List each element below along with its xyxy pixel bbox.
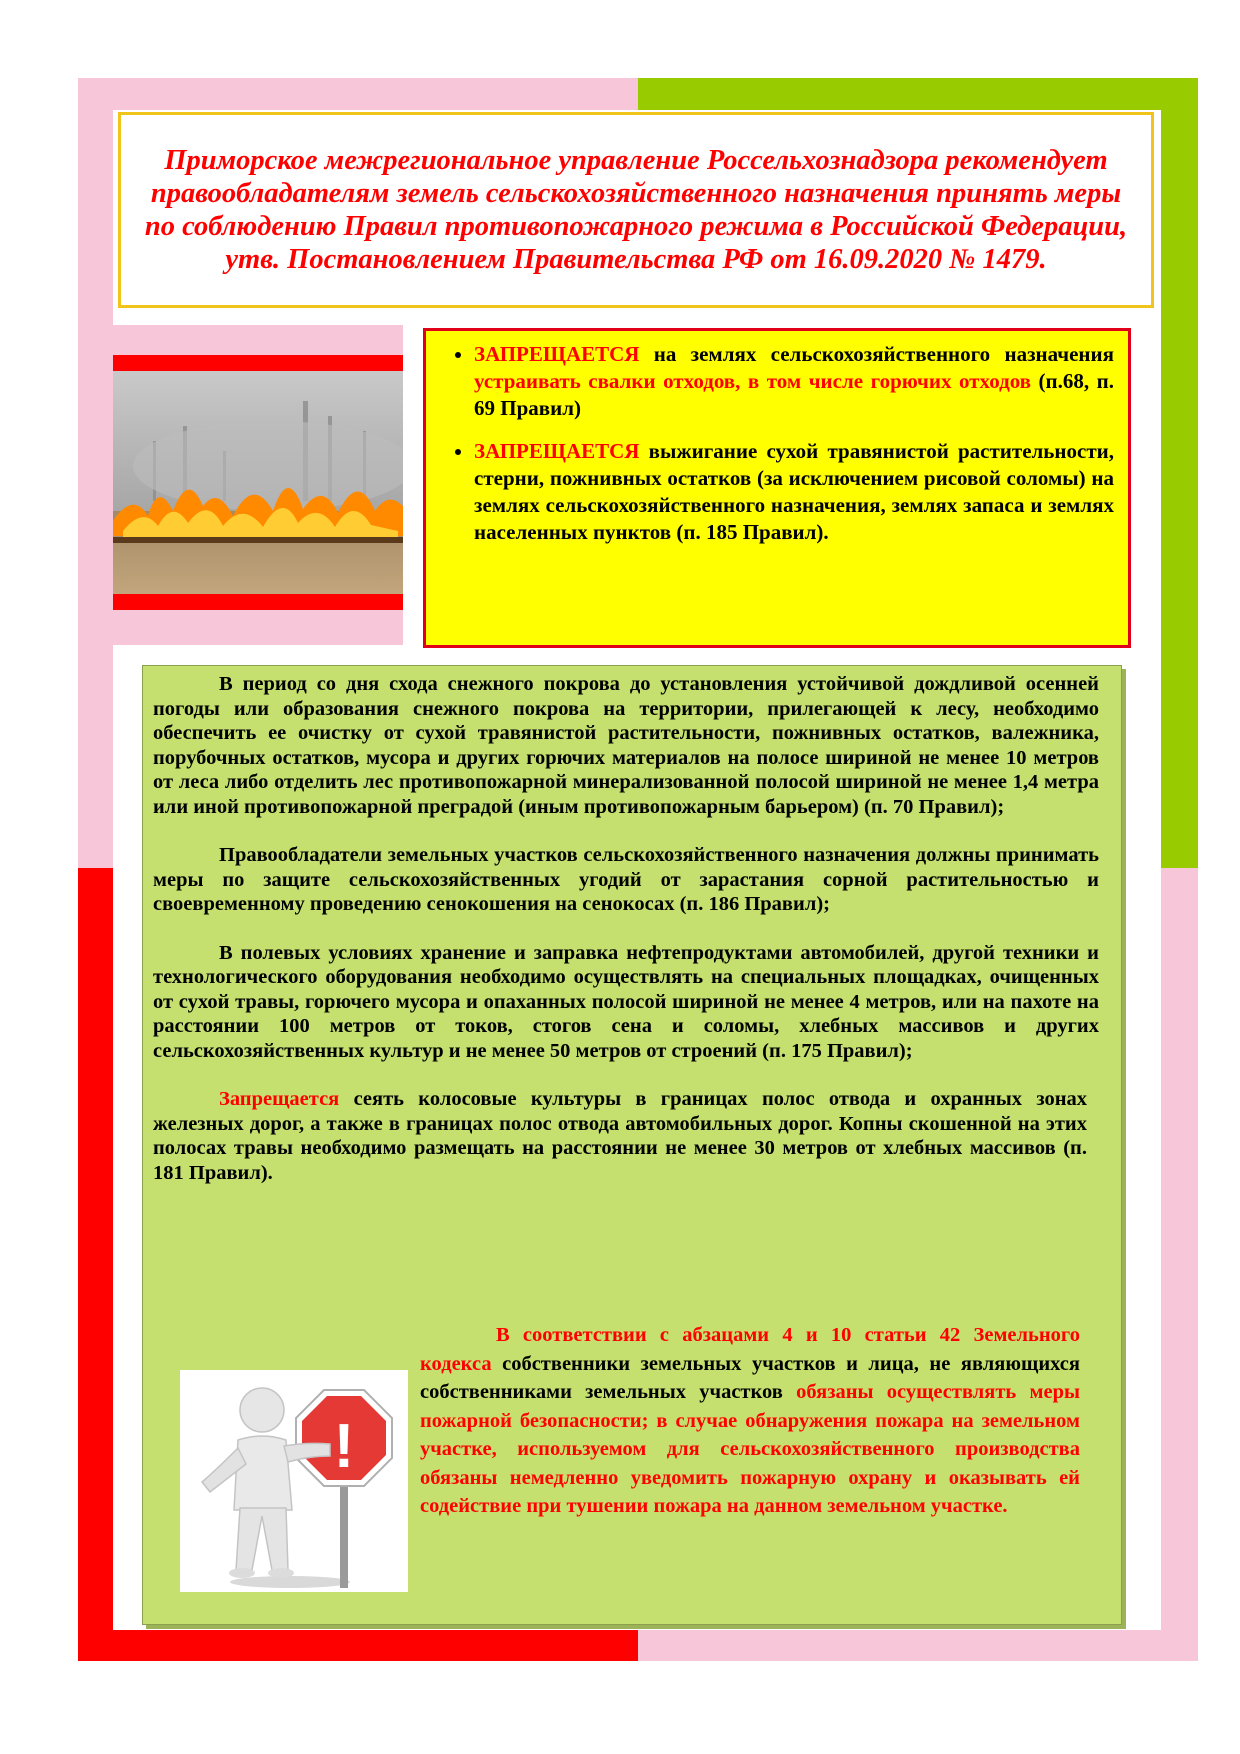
prohibition-word: ЗАПРЕЩАЕТСЯ: [474, 439, 640, 463]
paragraph-text: сеять колосовые культуры в границах полос отвода и охранных зонах железных дорог, а также в границах полос отвода автомобильных дорог. Копны скошенной на этих полосах травы необходимо размещать на расстоянии не менее 30 метров от хлебных массивов (п. 181 Правил).: [153, 1088, 1087, 1184]
prohibition-text: выжигание сухой травянистой растительности, стерни, пожнивных остатков (за исключением рисовой соломы) на землях сельскохозяйственного назначения, землях запаса и землях населенных пунктов (п. 185 Правил).: [474, 439, 1114, 544]
paragraph-forest-clearing: В период со дня схода снежного покрова до установления устойчивой дождливой осенней погоды или образования снежного покрова на территории, прилегающей к лесу, необходимо обеспечить ее очистку от сухой травянистой растительности, пожнивных остатков, валежника, порубочных остатков, мусора и других горючих материалов на полосе шириной не менее 10 метров от леса либо отделить лес противопожарной минерализованной полосой шириной не менее 1,4 метра или иной противопожарной преградой (иным противопожарным барьером) (п. 70 Правил);: [153, 673, 1099, 818]
prohibition-item-burning: [474, 438, 1114, 546]
prohibitions-box: [423, 328, 1131, 648]
prohibition-highlight: устраивать свалки отходов, в том числе горючих отходов: [474, 369, 1032, 393]
prohibitions-list: [436, 341, 1114, 546]
photo-top-red-bar: [113, 355, 403, 371]
figure-with-stop-sign-icon: [180, 1370, 408, 1592]
exclamation-text: !: [333, 1412, 355, 1481]
prohibition-reference: (п.68, п. 69 Правил): [474, 369, 1114, 420]
land-code-text: [420, 1321, 1080, 1521]
photo-bottom-red-bar: [113, 594, 403, 610]
prohibition-text: на землях сельскохозяйственного назначения: [639, 342, 1114, 366]
prohibition-item-dumps: [474, 341, 1114, 422]
prohibition-word: ЗАПРЕЩАЕТСЯ: [474, 342, 640, 366]
fire-illustration: [113, 371, 403, 594]
prohibition-word: Запрещается: [219, 1088, 340, 1110]
paragraph-overgrowth: Правообладатели земельных участков сельскохозяйственного назначения должны принимать меры по защите сельскохозяйственных угодий от зарастания сорной растительностью и своевременному проведению сенокошения на сенокосах (п. 186 Правил);: [153, 844, 1099, 915]
land-code-owners: собственники земельных участков и лица, не являющихся собственниками земельных участков: [420, 1352, 1080, 1403]
header-text: Приморское межрегиональное управление Россельхознадзора рекомендует правообладателям земель сельскохозяйственного назначения принять меры по соблюдению Правил противопожарного режима в Российской Федерации, утв. Постановлением Правительства РФ от 16.09.2020 № 1479.: [144, 145, 1128, 275]
header-box: [118, 112, 1154, 308]
wildfire-photo: [113, 355, 403, 610]
paragraph-fuel-storage: В полевых условиях хранение и заправка нефтепродуктами автомобилей, другой техники и технологического оборудования необходимо осуществлять на специальных площадках, очищенных от сухой травы, горючего мусора и опаханных полосой шириной не менее 4 метров, или на пахоте на расстоянии 100 метров от токов, стогов сена и соломы, хлебных массивов и других сельскохозяйственных культур и не менее 50 метров от строений (п. 175 Правил);: [153, 941, 1099, 1062]
land-code-reference: В соответствии с абзацами 4 и 10 статьи 42 Земельного кодекса: [420, 1324, 1080, 1375]
paragraph-railway-crops: [153, 1087, 1099, 1185]
land-code-block: [420, 1321, 1080, 1521]
land-code-duties: обязаны осуществлять меры пожарной безопасности; в случае обнаружения пожара на земельном участке, используемом для сельскохозяйственного производства обязаны немедленно уведомить пожарную охрану и оказывать ей содействие при тушении пожара на данном земельном участке.: [420, 1381, 1080, 1517]
warning-figure: [180, 1370, 408, 1592]
